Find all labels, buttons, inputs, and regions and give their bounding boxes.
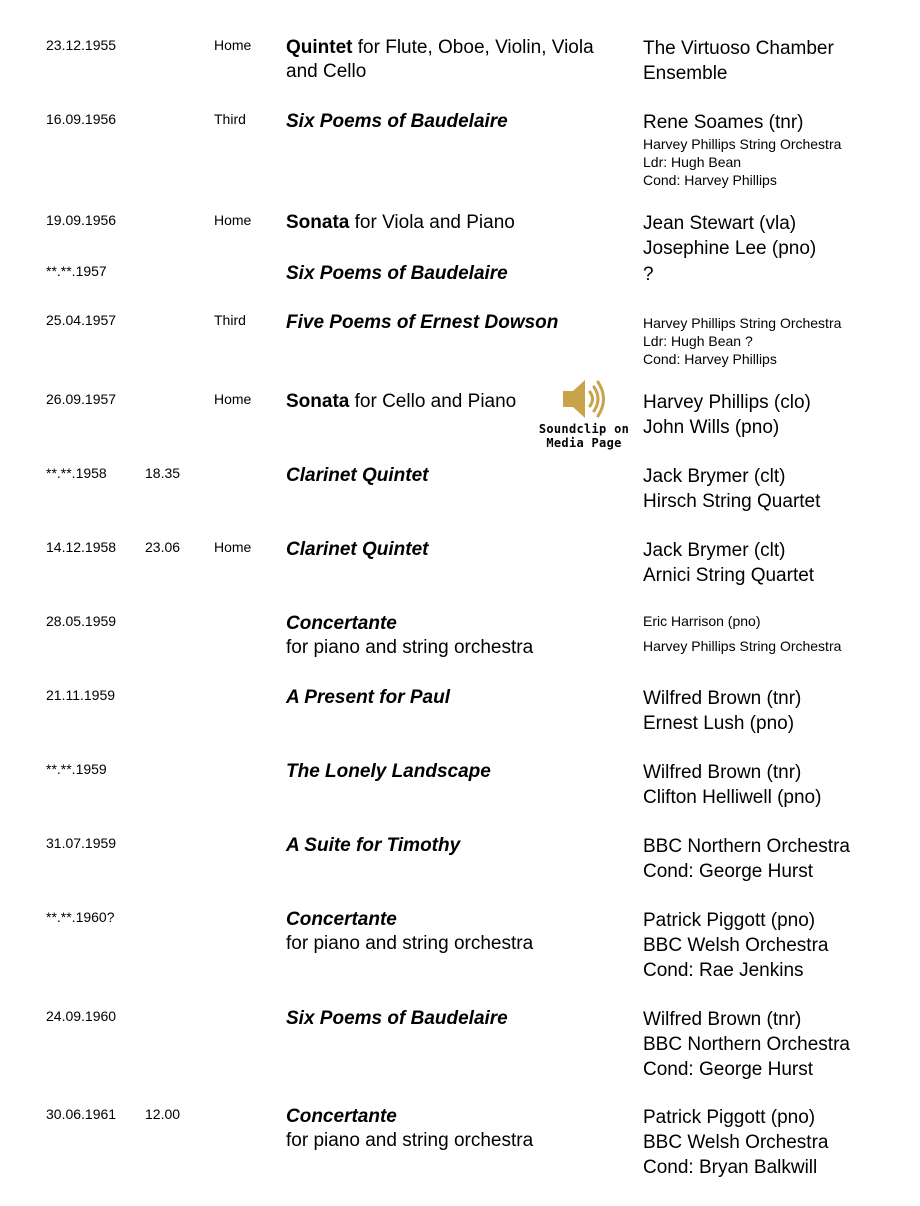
performer-detail-line: Cond: Harvey Phillips xyxy=(643,351,777,367)
work-title-main: The Lonely Landscape xyxy=(286,761,491,782)
performers xyxy=(643,686,913,736)
performer-line: Patrick Piggott (pno) xyxy=(643,910,816,931)
broadcast-date: **.**.1959 xyxy=(46,761,107,777)
broadcast-date: 23.12.1955 xyxy=(46,37,117,53)
performer-line: Wilfred Brown (tnr) xyxy=(643,688,802,709)
work-title xyxy=(286,211,606,235)
performer-line: John Wills (pno) xyxy=(643,417,780,438)
work-title-main: Sonata xyxy=(286,212,350,233)
soundclip-caption-line2: Media Page xyxy=(546,436,622,450)
work-title-rest: for Cello and Piano xyxy=(349,391,517,412)
work-title-main: Five Poems of Ernest Dowson xyxy=(286,312,559,333)
broadcast-date: 21.11.1959 xyxy=(46,687,116,703)
performer-detail-line: Ldr: Hugh Bean ? xyxy=(643,333,753,349)
broadcast-date: **.**.1957 xyxy=(46,263,107,279)
performers xyxy=(643,464,913,514)
broadcast-date: 26.09.1957 xyxy=(46,391,117,407)
performers xyxy=(643,1007,913,1082)
performer-line: Ensemble xyxy=(643,63,728,84)
work-title-main: Sonata xyxy=(286,391,350,412)
performer-line: Clifton Helliwell (pno) xyxy=(643,787,822,808)
performers xyxy=(643,110,913,189)
performer-line: Ernest Lush (pno) xyxy=(643,713,795,734)
performer-line: Patrick Piggott (pno) xyxy=(643,1107,816,1128)
broadcast-network: Home xyxy=(214,212,252,228)
performer-line: Arnici String Quartet xyxy=(643,565,815,586)
work-title-rest: for Flute, Oboe, Violin, Viola and Cello xyxy=(286,37,594,82)
broadcast-date: 14.12.1958 xyxy=(46,539,117,555)
work-title xyxy=(286,538,606,562)
work-title xyxy=(286,36,606,84)
work-title xyxy=(286,686,606,710)
broadcast-date: 19.09.1956 xyxy=(46,212,117,228)
work-title-main: A Present for Paul xyxy=(286,687,451,708)
performers xyxy=(643,36,913,86)
performers xyxy=(643,262,913,287)
work-title xyxy=(286,908,606,956)
broadcast-network: Home xyxy=(214,391,252,407)
performer-line: Wilfred Brown (tnr) xyxy=(643,762,802,783)
speaker-icon xyxy=(536,376,632,422)
performer-line: Rene Soames (tnr) xyxy=(643,112,804,133)
broadcast-time: 23.06 xyxy=(145,539,181,555)
performer-line: Cond: Bryan Balkwill xyxy=(643,1157,818,1178)
performers xyxy=(643,834,913,884)
broadcast-network: Third xyxy=(214,111,246,127)
broadcast-network: Home xyxy=(214,37,252,53)
work-title-main: Clarinet Quintet xyxy=(286,465,429,486)
work-subtitle: for piano and string orchestra xyxy=(286,933,534,954)
broadcast-date: 28.05.1959 xyxy=(46,613,117,629)
work-title xyxy=(286,464,606,488)
work-title xyxy=(286,1007,606,1031)
work-title xyxy=(286,760,606,784)
work-title xyxy=(286,1105,606,1153)
performer-detail-line: Harvey Phillips String Orchestra xyxy=(643,136,842,152)
broadcast-date: **.**.1960? xyxy=(46,909,115,925)
work-title-main: Clarinet Quintet xyxy=(286,539,429,560)
performers xyxy=(643,1105,913,1180)
performers xyxy=(643,390,913,440)
broadcast-date: **.**.1958 xyxy=(46,465,107,481)
work-title xyxy=(286,311,606,335)
work-title-main: A Suite for Timothy xyxy=(286,835,461,856)
work-title xyxy=(286,834,606,858)
performers xyxy=(643,612,913,655)
performer-detail-line: Cond: Harvey Phillips xyxy=(643,172,777,188)
performer-line: Josephine Lee (pno) xyxy=(643,238,817,259)
performer-detail-line: Eric Harrison (pno) xyxy=(643,613,761,629)
broadcast-network: Home xyxy=(214,539,252,555)
soundclip-caption-line1: Soundclip on xyxy=(538,422,630,436)
broadcast-date: 25.04.1957 xyxy=(46,312,117,328)
work-title-main: Concertante xyxy=(286,1106,397,1127)
performer-line: Wilfred Brown (tnr) xyxy=(643,1009,802,1030)
work-title-main: Six Poems of Baudelaire xyxy=(286,1008,508,1029)
performer-line: Cond: George Hurst xyxy=(643,861,814,882)
work-title-main: Six Poems of Baudelaire xyxy=(286,111,508,132)
performer-line: Jean Stewart (vla) xyxy=(643,213,797,234)
broadcast-time: 12.00 xyxy=(145,1106,181,1122)
work-title xyxy=(286,262,606,286)
broadcast-date: 16.09.1956 xyxy=(46,111,117,127)
performer-detail-line: Ldr: Hugh Bean xyxy=(643,154,742,170)
work-title-main: Quintet xyxy=(286,37,353,58)
performer-detail-line: Harvey Phillips String Orchestra xyxy=(643,638,842,654)
work-title xyxy=(286,110,606,134)
performer-detail-line: Harvey Phillips String Orchestra xyxy=(643,315,842,331)
performers xyxy=(643,760,913,810)
performer-line: Hirsch String Quartet xyxy=(643,491,821,512)
broadcast-date: 24.09.1960 xyxy=(46,1008,117,1024)
performers xyxy=(643,908,913,983)
work-title-main: Six Poems of Baudelaire xyxy=(286,263,508,284)
broadcast-date: 31.07.1959 xyxy=(46,835,117,851)
performer-line: BBC Northern Orchestra xyxy=(643,1034,850,1055)
performers xyxy=(643,311,913,368)
broadcast-time: 18.35 xyxy=(145,465,181,481)
performer-line: BBC Welsh Orchestra xyxy=(643,1132,829,1153)
performer-line: BBC Northern Orchestra xyxy=(643,836,850,857)
soundclip-link[interactable] xyxy=(536,376,632,450)
performer-line: Cond: George Hurst xyxy=(643,1059,814,1080)
performers xyxy=(643,538,913,588)
work-subtitle: for piano and string orchestra xyxy=(286,1130,534,1151)
performer-line: The Virtuoso Chamber xyxy=(643,38,834,59)
performer-line: Jack Brymer (clt) xyxy=(643,540,786,561)
work-title-main: Concertante xyxy=(286,613,397,634)
performer-line: ? xyxy=(643,264,654,285)
broadcast-date: 30.06.1961 xyxy=(46,1106,117,1122)
work-title-main: Concertante xyxy=(286,909,397,930)
work-title-rest: for Viola and Piano xyxy=(349,212,515,233)
performer-line: Jack Brymer (clt) xyxy=(643,466,786,487)
performer-line: BBC Welsh Orchestra xyxy=(643,935,829,956)
broadcast-network: Third xyxy=(214,312,246,328)
performers xyxy=(643,211,913,261)
work-title xyxy=(286,612,606,660)
performer-line: Cond: Rae Jenkins xyxy=(643,960,804,981)
performer-line: Harvey Phillips (clo) xyxy=(643,392,811,413)
work-subtitle: for piano and string orchestra xyxy=(286,637,534,658)
